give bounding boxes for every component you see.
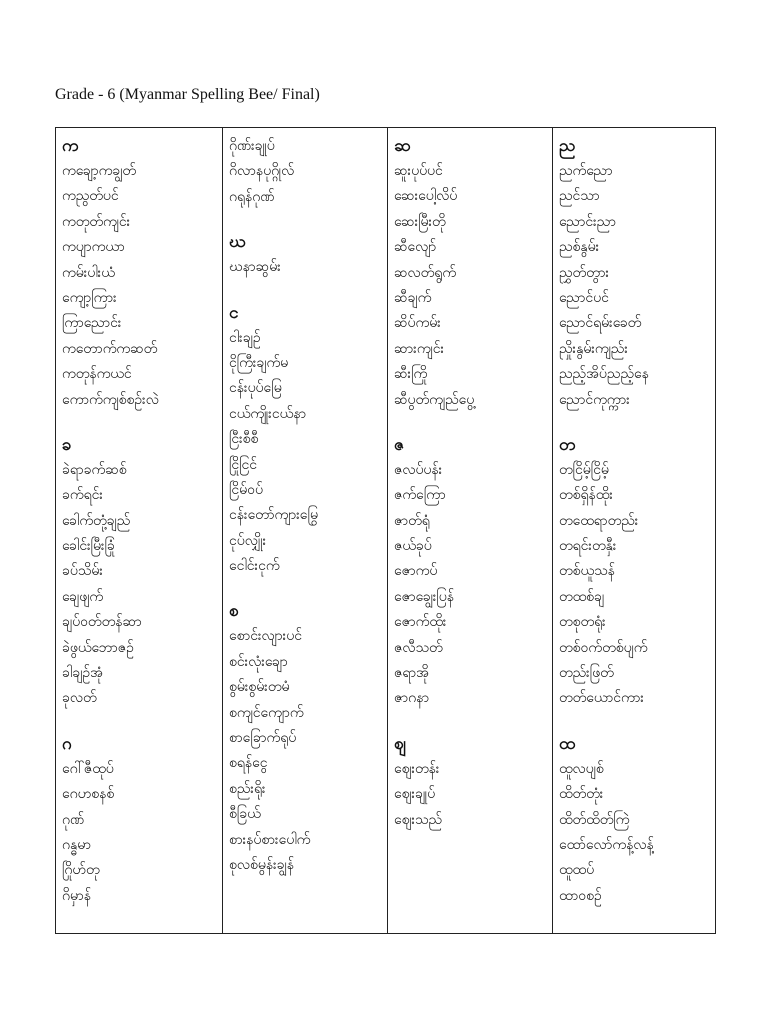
list-item: ခါချဉ်အုံ: [62, 665, 104, 682]
list-item: ဆီပွတ်ကျည်ပွေ့: [394, 391, 475, 408]
list-item: ထိတ်ထိတ်ကြဲ: [559, 811, 630, 828]
word-list: [229, 255, 387, 280]
list-item: ဈေးတန်း: [394, 760, 440, 777]
table-column: [56, 128, 222, 933]
list-item: ဇောက်ထိုး: [394, 614, 447, 631]
list-item: ကတုန်ကယင်: [62, 366, 132, 383]
list-item: စာခြောက်ရုပ်: [229, 730, 297, 747]
spelling-word-table: [55, 127, 716, 934]
list-item: ငြိုငြင်: [229, 456, 257, 473]
table-column: [222, 128, 387, 933]
list-item: ဂရုန်ဂုဏ်: [229, 188, 275, 205]
table-column: [552, 128, 715, 933]
list-item: ဈေးချုပ်: [394, 786, 436, 803]
list-item: ထူထပ်: [559, 862, 595, 879]
list-item: ချပ်ဝတ်တန်ဆာ: [62, 614, 142, 631]
word-list: [229, 624, 387, 878]
list-item: ဂိုဏ်းချုပ်: [229, 138, 275, 154]
letter-section: [559, 433, 715, 712]
word-list: [394, 757, 552, 833]
list-item: ဆားကျင်း: [394, 340, 445, 357]
word-list: [394, 159, 552, 413]
word-list: [559, 757, 715, 909]
list-item: ထူလပျစ်: [559, 760, 604, 777]
list-item: ခဲရာခက်ဆစ်: [62, 461, 127, 478]
list-item: ငန်းတော်ကျားမြွေ: [229, 507, 319, 524]
list-item: ဆီချက်: [394, 289, 432, 306]
word-list: [394, 458, 552, 712]
list-item: ငိုကြီးချက်မ: [229, 354, 289, 371]
list-item: ခုလတ်: [62, 690, 97, 707]
list-item: ဆေးမြီးတို: [394, 213, 446, 230]
list-item: ကပျာကယာ: [62, 239, 125, 256]
list-item: ဇလပ်ပန်း: [394, 461, 443, 478]
list-item: ဈေးသည်: [394, 811, 443, 828]
list-item: စွမ်းစွမ်းတမံ: [229, 679, 290, 696]
word-list: [62, 458, 222, 712]
letter-section: [62, 732, 222, 909]
letter-section: [394, 433, 552, 712]
letter-section: [229, 230, 387, 280]
list-item: တထစ်ချ: [559, 588, 605, 605]
list-item: ဇရာအို: [394, 665, 429, 682]
section-heading: ဃ: [229, 232, 246, 253]
word-list: [229, 326, 387, 580]
list-item: ငေါင်းငုက်: [229, 558, 280, 575]
list-item: စောင်းလျားပင်: [229, 628, 302, 645]
list-item: ဂိမှာန်: [62, 887, 91, 904]
list-item: ညှိုးနွမ်းကျည်း: [559, 340, 628, 357]
list-item: စားနပ်စားပေါက်: [229, 831, 311, 848]
word-list: [559, 458, 715, 712]
letter-section: [394, 732, 552, 833]
list-item: ဇယ်ခုပ်: [394, 538, 432, 555]
list-item: ကတောက်ကဆတ်: [62, 340, 158, 357]
list-item: ဇာတ်ရုံ: [394, 512, 430, 529]
list-item: ဆလတ်ရွက်: [394, 264, 457, 281]
list-item: ကြာညောင်း: [62, 315, 122, 332]
list-item: တည်းဖြတ်: [559, 665, 614, 682]
list-item: ဇလီသတ်: [394, 639, 443, 656]
letter-section: [229, 599, 387, 878]
list-item: ဂြိုဟ်တု: [62, 862, 100, 879]
list-item: ဇက်ကြော: [394, 487, 446, 504]
list-item: ညည့်အိပ်ညည့်နေ: [559, 366, 649, 383]
list-item: ဆီလျော်: [394, 239, 437, 256]
section-heading: ည: [559, 136, 576, 156]
list-item: ငယ်ကျိုးငယ်နာ: [229, 405, 307, 422]
list-item: ကျော့ကြား: [62, 289, 117, 306]
letter-section: [394, 134, 552, 413]
letter-section: [559, 134, 715, 413]
word-list: [62, 159, 222, 413]
section-heading: ဈ: [394, 733, 406, 754]
list-item: ညောင်ရမ်းခေတ်: [559, 315, 642, 332]
page-title: Grade - 6 (Myanmar Spelling Bee/ Final): [55, 86, 320, 103]
list-item: ညက်ညော: [559, 163, 613, 179]
list-item: ခေါက်တုံ့ချည်: [62, 512, 131, 529]
list-item: ခက်ရင်း: [62, 487, 103, 504]
list-item: ညောင်းညာ: [559, 213, 616, 230]
list-item: ဂန္ဓမာ: [62, 836, 91, 853]
letter-section: [62, 433, 222, 712]
letter-section: [229, 301, 387, 580]
list-item: ညွှတ်တွား: [559, 264, 610, 281]
list-item: ညစ်နွမ်း: [559, 239, 600, 256]
letter-section: [229, 134, 387, 210]
list-item: စရန်ငွေ: [229, 755, 268, 772]
list-item: တစုတရုံး: [559, 614, 606, 631]
list-item: ကညွတ်ပင်: [62, 188, 119, 205]
list-item: ဇောချွေးပြန်: [394, 588, 454, 605]
list-item: ဂိလာနပုဂ္ဂိုလ်: [229, 163, 295, 180]
list-item: ညင်သာ: [559, 188, 600, 205]
word-list: [229, 134, 387, 210]
word-list: [559, 159, 715, 413]
list-item: ဆေးပေါ့လိပ်: [394, 188, 458, 205]
list-item: ငုပ်လျှိုး: [229, 532, 267, 549]
list-item: ဂုဏ်: [62, 811, 85, 828]
list-item: ဆူးပုပ်ပင်: [394, 163, 443, 179]
list-item: တရင်းတနှီး: [559, 538, 617, 555]
list-item: ငန်းပုပ်မြေ: [229, 380, 282, 397]
list-item: ခပ်သိမ်း: [62, 563, 103, 580]
list-item: တငြိမ့်ငြိမ့်: [559, 461, 609, 478]
section-heading: ဇ: [394, 434, 405, 455]
letter-section: [62, 134, 222, 413]
list-item: ကတုတ်ကျင်း: [62, 213, 131, 230]
list-item: ဃနာဆွမ်း: [229, 259, 281, 276]
list-item: ဂေါ်ဇီထုပ်: [62, 760, 114, 777]
list-item: စုလစ်မွန်းချွန်: [229, 856, 295, 873]
list-item: တစ်ဝက်တစ်ပျက်: [559, 639, 648, 656]
list-item: စည်းရိုး: [229, 780, 266, 797]
letter-section: [559, 732, 715, 909]
list-item: တတ်ယောင်ကား: [559, 690, 644, 707]
list-item: စီခြယ်: [229, 806, 261, 823]
list-item: ဆိပ်ကမ်း: [394, 315, 441, 332]
list-item: ထာဝစဉ်: [559, 887, 602, 904]
section-heading: ထ: [559, 733, 576, 754]
list-item: ငြီးစီစီ: [229, 431, 259, 448]
list-item: ကချော့ကချွတ်: [62, 163, 137, 179]
section-heading: ဆ: [394, 136, 411, 156]
list-item: ညောင်ပင်: [559, 289, 609, 306]
list-item: စင်းလုံးချော: [229, 653, 288, 670]
list-item: ခေါင်းမြီးခြုံ: [62, 538, 115, 555]
section-heading: င: [229, 302, 239, 323]
list-item: ညောင်ကုက္ကား: [559, 391, 630, 408]
list-item: ကမ်းပါးယံ: [62, 264, 115, 281]
list-item: ထိတ်တုံး: [559, 786, 604, 803]
list-item: ဇာဂနာ: [394, 690, 430, 707]
list-item: တစ်ယူသန်: [559, 563, 615, 580]
list-item: ငြိမ်ဝပ်: [229, 481, 263, 498]
list-item: ဂေဟစနစ်: [62, 786, 115, 803]
list-item: ချေဖျက်: [62, 588, 104, 605]
section-heading: စ: [229, 601, 239, 622]
section-heading: တ: [559, 434, 576, 455]
table-column: [387, 128, 552, 933]
list-item: စကျင်ကျောက်: [229, 704, 304, 721]
list-item: ဆီးကြို: [394, 366, 428, 383]
section-heading: ဂ: [62, 733, 72, 754]
list-item: ငါးချဉ်: [229, 329, 261, 346]
word-list: [62, 757, 222, 909]
list-item: ထော်လော်ကန့်လန့်: [559, 836, 654, 853]
list-item: ခဲဖွယ်ဘောဇဉ်: [62, 639, 134, 656]
list-item: ကောက်ကျစ်စဉ်းလဲ: [62, 391, 159, 408]
list-item: တစ်ရှိန်ထိုး: [559, 487, 613, 504]
section-heading: က: [62, 136, 79, 156]
section-heading: ခ: [62, 434, 72, 455]
list-item: ဇောကပ်: [394, 563, 438, 580]
list-item: တထေရာတည်း: [559, 512, 639, 529]
